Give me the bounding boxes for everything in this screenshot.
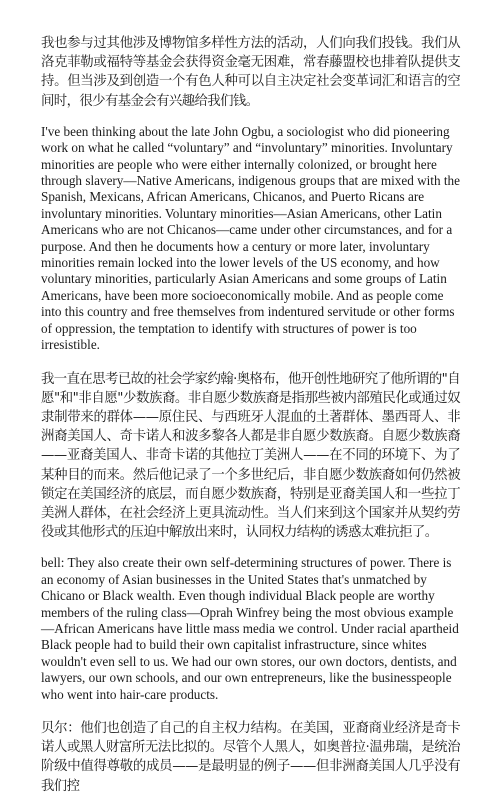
paragraph-spacer bbox=[41, 111, 460, 124]
paragraph-spacer bbox=[41, 542, 460, 555]
paragraph-zh-bell: 贝尔：他们也创造了自己的自主权力结构。在美国，亚裔商业经济是奇卡诺人或黑人财富所无法比拟的。尽管个人黑人，如奥普拉·温弗瑞，是统治阶级中值得尊敬的成员——是最明显的例子——但非洲裔美国人几乎没有我们控 bbox=[41, 720, 460, 794]
paragraph-en-bell: bell: They also create their own self-determining structures of power. There is an economy of Asian businesses in the United States that's unmatched by Chicano or Black wealth. Even though individual Black people are worthy members of the ruling class—Oprah Winfrey being the most obvious example—African Americans have little mass media we control. Under racial apartheid Black people had to build their own capitalist infrastructure, since whites wouldn't even sell to us. We had our own stores, our own doctors, dentists, and lawyers, our own schools, and our own entrepreneurs, like the businesspeople who went into hair-care products. bbox=[41, 555, 459, 702]
paragraph-zh-ogbu: 我一直在思考已故的社会学家约翰·奥格布，他开创性地研究了他所谓的"自愿"和"非自愿"少数族裔。非自愿少数族裔是指那些被内部殖民化或通过奴隶制带来的群体——原住民、与西班牙人混血的土著群体、墨西哥人、非洲裔美国人、奇卡诺人和波多黎各人都是非自愿少数族裔。自愿少数族裔——亚裔美国人、非奇卡诺的其他拉丁美洲人——在不同的环境下、为了某种目的而来。然后他记录了一个多世纪后，非自愿少数族裔如何仍然被锁定在美国经济的底层，而自愿少数族裔，特别是亚裔美国人和一些拉丁美洲人群体，在社会经济上更具流动性。当人们来到这个国家并从契约劳役或其他形式的压迫中解放出来时，认同权力结构的诱惑太难抗拒了。 bbox=[41, 371, 460, 541]
paragraph-spacer bbox=[41, 354, 460, 370]
paragraph-en-ogbu: I've been thinking about the late John Ogbu, a sociologist who did pioneering work on what he called “voluntary” and “involuntary” minorities. Involuntary minorities are people who were either internally colonized, or brought here through slavery—Native Americans, indigenous groups that are mixed with the Spanish, Mexicans, African Americans, Chicanos, and Puerto Ricans are involuntary minorities. Voluntary minorities—Asian Americans, other Latin Americans who are not Chicanos—came under other circumstances, and for a purpose. And then he documents how a century or more later, involuntary minorities remain locked into the lower levels of the US economy, and how voluntary minorities, particularly Asian Americans and some groups of Latin Americans, have been more socioeconomically mobile. And as people come into this country and free themselves from indentured servitude or other forms of oppression, the temptation to identify with structures of power is too irresistible. bbox=[41, 123, 460, 353]
paragraph-spacer bbox=[41, 703, 460, 719]
paragraph-zh-foundations: 我也参与过其他涉及博物馆多样性方法的活动，人们向我们投钱。我们从洛克菲勒或福特等基金会获得资金毫无困难，常春藤盟校也排着队提供支持。但当涉及到创造一个有色人种可以自主决定社会变革词汇和语言的空间时，很少有基金会有兴趣给我们钱。 bbox=[41, 36, 460, 109]
